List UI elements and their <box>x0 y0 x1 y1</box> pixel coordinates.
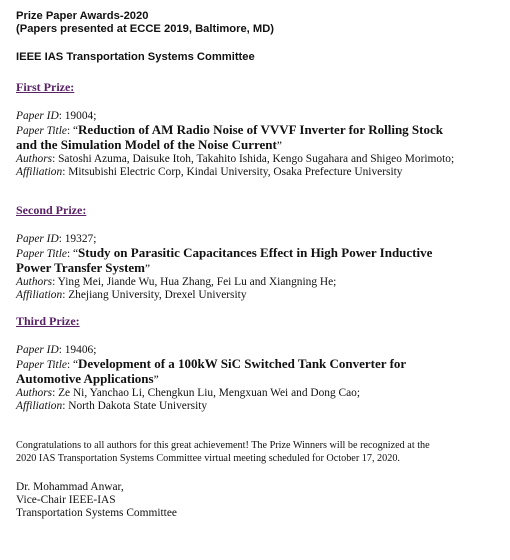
paper-id-label: Paper ID <box>16 233 59 245</box>
signatory-name: Dr. Mohammad Anwar, <box>16 481 124 493</box>
affiliation-label: Affiliation <box>16 289 63 301</box>
authors-value: : Ze Ni, Yanchao Li, Chengkun Liu, Mengxuan Wei and Dong Cao; <box>52 387 361 399</box>
paper-title-label: Paper Title <box>16 359 67 371</box>
paper-title-text-2: Power Transfer System <box>16 260 146 275</box>
authors-value: : Ying Mei, Jiande Wu, Hua Zhang, Fei Lu and Xiangning He; <box>52 276 337 288</box>
congratulations-line-2: 2020 IAS Transportation Systems Committee virtual meeting scheduled for October 17, 2020. <box>16 453 400 464</box>
authors-label: Authors <box>16 387 53 399</box>
affiliation-label: Affiliation <box>16 166 63 178</box>
paper-title-line-2 <box>16 261 502 276</box>
affiliation-line <box>16 400 502 413</box>
paper-title-line <box>16 357 502 372</box>
document-header <box>16 10 502 64</box>
paper-title-line <box>16 246 502 261</box>
document-subtitle: (Papers presented at ECCE 2019, Baltimore, MD) <box>16 23 275 35</box>
paper-title-label: Paper Title <box>16 248 67 260</box>
congratulations-note <box>16 439 502 465</box>
affiliation-value: : Zhejiang University, Drexel University <box>62 289 247 301</box>
affiliation-value: : North Dakota State University <box>62 400 208 412</box>
document-title: Prize Paper Awards-2020 <box>16 10 149 22</box>
authors-line <box>16 387 502 400</box>
authors-line <box>16 276 502 289</box>
title-open-quote: : “ <box>66 359 79 371</box>
paper-title-text-2: Automotive Applications <box>16 371 154 386</box>
title-close-quote: ” <box>276 140 282 152</box>
prize-heading-third: Third Prize: <box>16 314 80 328</box>
prize-heading-first: First Prize: <box>16 80 75 94</box>
prize-heading-second: Second Prize: <box>16 203 87 217</box>
paper-id-value: : 19406; <box>58 344 97 356</box>
paper-title-text: Study on Parasitic Capacitances Effect in High Power Inductive <box>78 245 433 260</box>
affiliation-label: Affiliation <box>16 400 63 412</box>
paper-id-label: Paper ID <box>16 110 59 122</box>
authors-line <box>16 153 502 166</box>
prize-section-second <box>16 203 502 302</box>
paper-title-label: Paper Title <box>16 125 67 137</box>
paper-id-label: Paper ID <box>16 344 59 356</box>
prize-section-third <box>16 314 502 413</box>
congratulations-line-1: Congratulations to all authors for this great achievement! The Prize Winners will be recognized at the <box>16 440 430 451</box>
award-document <box>16 10 502 520</box>
paper-title-text: Development of a 100kW SiC Switched Tank Converter for <box>78 356 407 371</box>
paper-title-line-2 <box>16 372 502 387</box>
affiliation-value: : Mitsubishi Electric Corp, Kindai University, Osaka Prefecture University <box>62 166 403 178</box>
title-close-quote: ” <box>153 374 159 386</box>
signatory-organization: Transportation Systems Committee <box>16 507 177 519</box>
authors-label: Authors <box>16 276 53 288</box>
title-open-quote: : “ <box>66 248 79 260</box>
paper-id-value: : 19004; <box>58 110 97 122</box>
authors-label: Authors <box>16 153 53 165</box>
committee-name: IEEE IAS Transportation Systems Committee <box>16 51 255 63</box>
authors-value: : Satoshi Azuma, Daisuke Itoh, Takahito Ishida, Kengo Sugahara and Shigeo Morimoto; <box>52 153 455 165</box>
affiliation-line <box>16 289 502 302</box>
affiliation-line <box>16 166 502 179</box>
paper-title-text-2: and the Simulation Model of the Noise Current <box>16 137 277 152</box>
signature-block <box>16 481 502 520</box>
prize-section-first <box>16 80 502 179</box>
paper-id-value: : 19327; <box>58 233 97 245</box>
paper-title-text: Reduction of AM Radio Noise of VVVF Inverter for Rolling Stock <box>78 122 443 137</box>
paper-title-line-2 <box>16 138 502 153</box>
paper-title-line <box>16 123 502 138</box>
title-open-quote: : “ <box>66 125 79 137</box>
title-close-quote: ” <box>145 263 151 275</box>
signatory-role: Vice-Chair IEEE-IAS <box>16 494 116 506</box>
